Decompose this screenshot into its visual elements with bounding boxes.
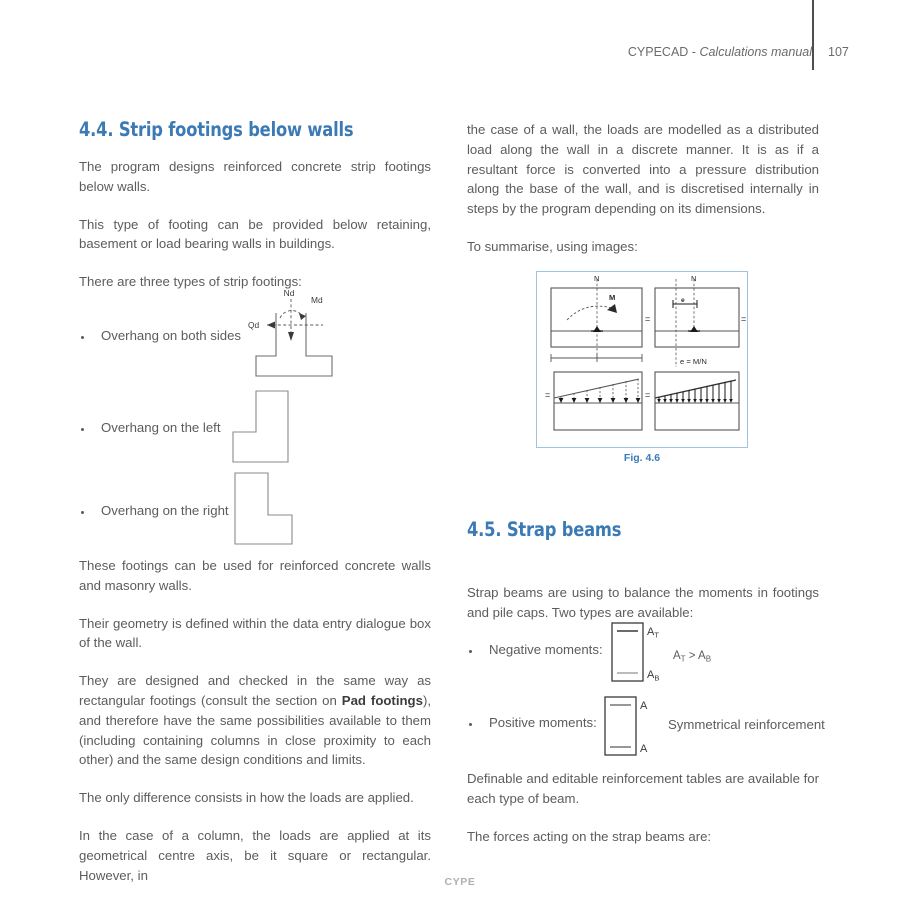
paragraph-reinforcement-tables: Definable and editable reinforcement tables are available for each type of beam. [467, 771, 819, 806]
bullet-label: Negative moments: [489, 642, 603, 657]
paragraph-footing-types-use: This type of footing can be provided below retaining, basement or load bearing walls in buildings. [79, 216, 431, 252]
footing-load-diagram [243, 285, 363, 385]
label-at-gt-ab: $A_T > A_B$ [673, 650, 712, 664]
bullet-marker [81, 428, 84, 431]
right-column-strap-beams [467, 518, 819, 557]
label-md: Md [311, 295, 323, 305]
right-column-lower [467, 769, 819, 864]
label-a-bottom: A [640, 743, 648, 755]
paragraph-designed-checked [79, 671, 431, 770]
strap-beam-section-negative [611, 622, 731, 684]
label-a-bottom: $A_B$ [647, 669, 660, 683]
bullet-marker [81, 336, 84, 339]
figure-equals-1: = [645, 314, 651, 324]
bullet-marker [469, 650, 472, 653]
label-qd: Qd [248, 320, 260, 330]
footer-brand: CYPE [444, 876, 476, 888]
bullet-label: Overhang on the left [101, 420, 221, 435]
strap-beam-section-positive [604, 696, 834, 758]
figure-4-6-drawing [537, 272, 747, 447]
figure-panel-top-right [655, 274, 739, 367]
figure-4-6-box [536, 271, 748, 448]
footing-shape-overhang-right [230, 472, 305, 547]
header-manual-name: Calculations manual [699, 45, 812, 59]
paragraph-to-summarise: To summarise, using images: [467, 238, 638, 254]
bullet-marker [469, 723, 472, 726]
figure-equals-4: = [645, 390, 651, 400]
left-column [79, 118, 431, 310]
bullet-label: Overhang on the right [101, 503, 229, 518]
figure-label-m: M [609, 293, 616, 302]
section-heading-4-4: 4.4. Strip footings below walls [79, 118, 354, 141]
figure-panel-bottom-left [554, 372, 642, 430]
figure-label-n-left: N [594, 274, 600, 283]
figure-equals-3: = [545, 390, 551, 400]
paragraph-column-case: In the case of a column, the loads are applied at its geometrical centre axis, be it square or rectangular. However, in [79, 827, 431, 883]
bullet-label: Positive moments: [489, 715, 597, 730]
bullet-marker [81, 511, 84, 514]
header-page-number: 107 [828, 45, 849, 59]
section-heading-4-5: 4.5. Strap beams [467, 518, 622, 541]
figure-equals-2: = [741, 314, 747, 324]
figure-panel-bottom-right [655, 372, 739, 430]
label-a-top: A [640, 700, 648, 712]
paragraph-wall-case: the case of a wall, the loads are modelled as a distributed load along the wall in a discrete manner. It is as if a resultant force is converted into a pressure distribution along the base of the wall, and is discretised internally in steps by the program depending on its dimensions. [467, 122, 819, 217]
paragraph-designed-checked-b: ), and therefore have the same possibilities available to them (including containing columns in close proximity to each other) and the same design conditions and limits. [79, 692, 431, 768]
pad-footings-reference: Pad footings [341, 692, 423, 708]
paragraph-only-difference: The only difference consists in how the loads are applied. [79, 790, 414, 806]
figure-label-e-equation: e = M/N [680, 357, 707, 366]
paragraph-strap-beams-intro: Strap beams are using to balance the moments in footings and pile caps. Two types are available: [467, 585, 819, 620]
bullet-label: Overhang on both sides [101, 328, 242, 343]
header-vertical-rule [812, 0, 814, 70]
paragraph-designed-checked-a: They are designed and checked in the same way as rectangular footings (consult the section on [79, 673, 431, 708]
figure-label-e: e [681, 297, 685, 304]
header-manual-prefix: CYPECAD - [627, 45, 700, 59]
figure-4-6-caption: Fig. 4.6 [623, 452, 661, 464]
footing-shape-overhang-left [228, 390, 298, 465]
header-manual-title [628, 45, 812, 59]
paragraph-concrete-masonry-walls: These footings can be used for reinforced concrete walls and masonry walls. [79, 558, 431, 593]
paragraph-forces-acting: The forces acting on the strap beams are: [467, 828, 712, 844]
paragraph-three-types: There are three types of strip footings: [79, 274, 302, 290]
paragraph-geometry-dialogue: Their geometry is defined within the data entry dialogue box of the wall. [79, 615, 431, 651]
figure-label-n-right: N [691, 274, 697, 283]
left-column-lower [79, 556, 431, 903]
paragraph-strip-footing-intro: The program designs reinforced concrete strip footings below walls. [79, 159, 431, 194]
label-symmetrical-reinforcement: Symmetrical reinforcement [668, 717, 825, 732]
label-nd: Nd [283, 288, 295, 298]
right-column-top [467, 120, 819, 275]
label-a-top: $A_T$ [647, 626, 659, 640]
figure-panel-top-left [551, 274, 642, 362]
